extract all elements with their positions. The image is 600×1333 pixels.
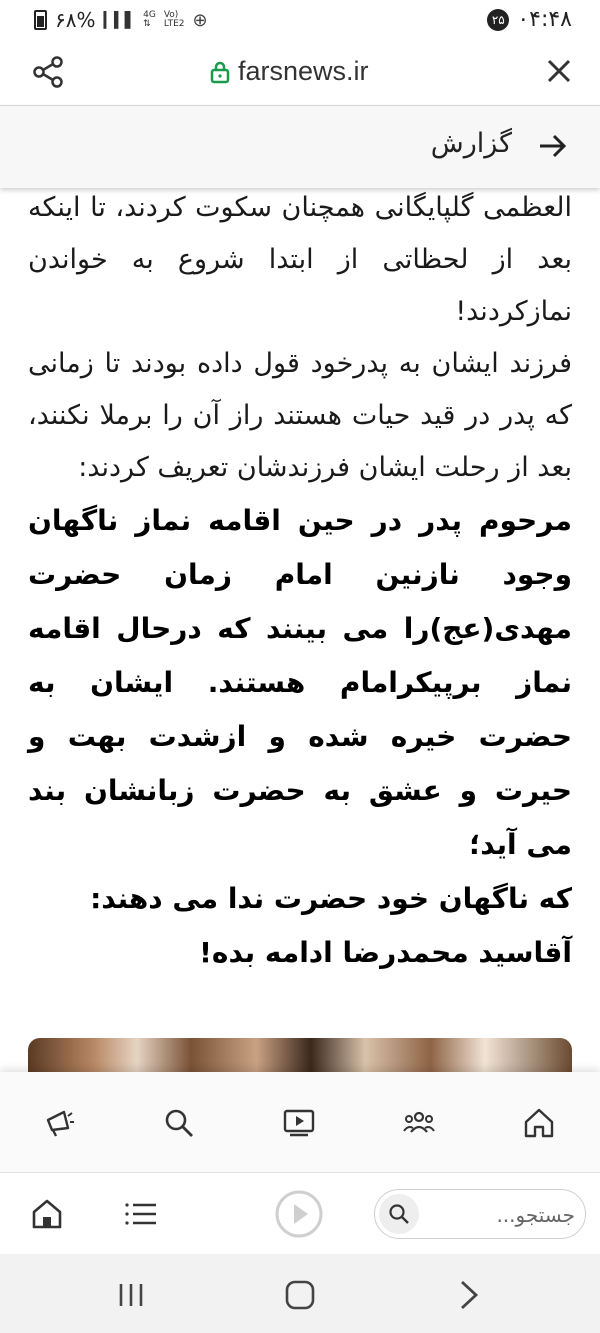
- megaphone-icon[interactable]: [42, 1106, 76, 1140]
- video-icon[interactable]: [282, 1106, 316, 1140]
- system-nav-bar: [0, 1254, 600, 1333]
- search-button[interactable]: [379, 1194, 419, 1234]
- article-body: [28, 182, 572, 980]
- search-icon: [388, 1203, 410, 1225]
- group-icon[interactable]: [402, 1106, 436, 1140]
- article-bold-paragraph: آقاسید محمدرضا ادامه بده!: [199, 936, 572, 969]
- article-bold-paragraph: مرحوم پدر در حین اقامه نماز ناگهان وجود نازنین امام زمان حضرت مهدی(عج)را می بینند که درحال اقامه نماز برپیکرامام هستند. ایشان به حضرت خیره شده و ازشدت بهت و حیرت و عشق به حضرت زبانشان بند می آید؛: [28, 504, 572, 861]
- network-indicator: [143, 11, 156, 29]
- share-icon[interactable]: [30, 54, 66, 90]
- article-paragraph: العظمی گلپایگانی همچنان سکوت کردند، تا اینکه بعد از لحظاتی از ابتدا شروع به خواندن نمازکردند!: [28, 192, 572, 327]
- app-bottom-nav: [0, 1072, 600, 1172]
- section-header: [0, 106, 600, 188]
- home-button-icon[interactable]: [283, 1278, 317, 1312]
- network-type: 4G: [143, 10, 156, 20]
- volte-label: Vo): [163, 10, 179, 20]
- status-bar: [0, 0, 600, 40]
- url-bar: [0, 40, 600, 106]
- browser-home-icon[interactable]: [30, 1197, 64, 1231]
- lock-icon: [210, 60, 230, 84]
- status-left: [34, 8, 208, 32]
- search-box[interactable]: [374, 1189, 586, 1239]
- network-arrows-icon: ⇅: [143, 19, 151, 29]
- address[interactable]: [210, 56, 369, 87]
- clock: ۰۴:۴۸: [517, 7, 572, 32]
- home-icon[interactable]: [522, 1106, 556, 1140]
- signal-icon: ▎▍▌: [103, 11, 136, 29]
- volte-indicator: [164, 11, 185, 29]
- back-icon[interactable]: [452, 1278, 486, 1312]
- browser-bottom-bar: [0, 1172, 600, 1254]
- lte-label: LTE2: [163, 19, 185, 29]
- recent-apps-icon[interactable]: [114, 1278, 148, 1312]
- article-bold-paragraph: که ناگهان خود حضرت ندا می دهند:: [90, 882, 572, 915]
- url-text: farsnews.ir: [238, 56, 369, 86]
- search-input[interactable]: [427, 1198, 575, 1232]
- search-icon[interactable]: [162, 1106, 196, 1140]
- play-icon[interactable]: [274, 1189, 324, 1239]
- section-title: گزارش: [430, 128, 512, 159]
- sync-icon: ⊕: [192, 9, 208, 31]
- back-arrow-icon[interactable]: [536, 132, 568, 160]
- close-icon[interactable]: [544, 56, 574, 86]
- battery-level: ۶۸%: [55, 8, 96, 32]
- notification-badge: ۲۵: [487, 9, 509, 31]
- battery-icon: [34, 10, 47, 30]
- status-right: [487, 7, 572, 32]
- menu-icon[interactable]: [124, 1199, 158, 1229]
- article-paragraph: فرزند ایشان به پدرخود قول داده بودند تا زمانی که پدر در قید حیات هستند راز آن را برملا نکنند، بعد از رحلت ایشان فرزندشان تعریف کردند:: [28, 348, 572, 483]
